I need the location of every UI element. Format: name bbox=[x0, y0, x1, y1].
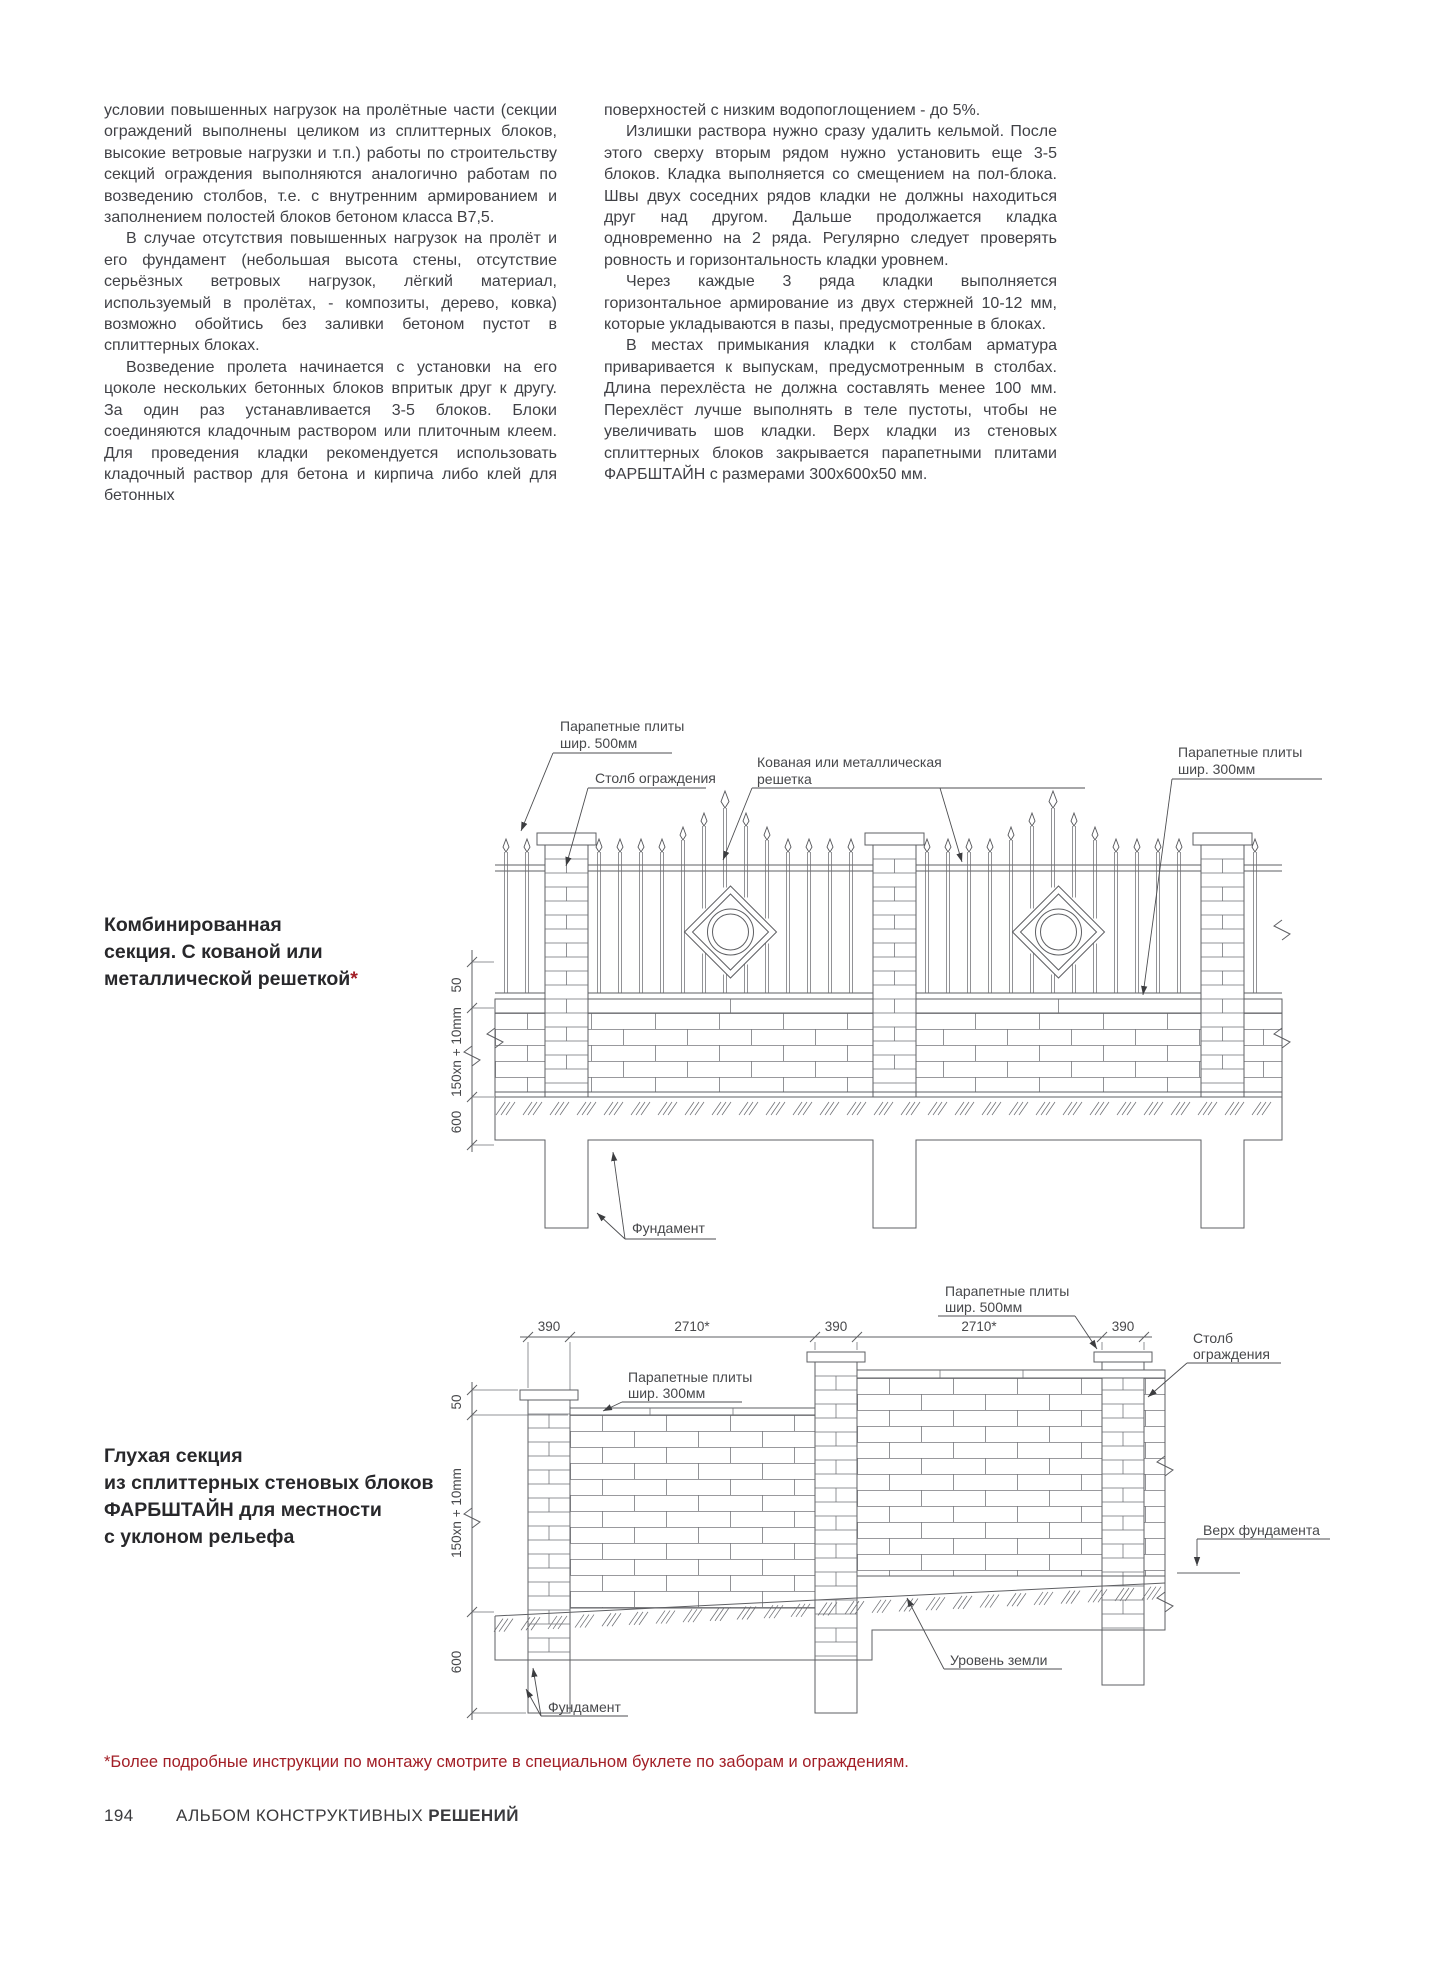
label-metal-grate-2: решетка bbox=[757, 771, 812, 787]
diagram2-title-line4: с уклоном рельефа bbox=[104, 1526, 295, 1548]
footnote-asterisk: * bbox=[350, 968, 358, 990]
label-foundation: Фундамент bbox=[548, 1699, 621, 1715]
paragraph: поверхностей с низким водопоглощением - до 5%. bbox=[604, 102, 981, 119]
parapet-slab bbox=[857, 1370, 1165, 1378]
diagram2-title-line3: ФАРБШТАЙН для местности bbox=[104, 1499, 382, 1521]
label-parapet-300: Парапетные плиты bbox=[628, 1369, 753, 1385]
diagram1-title bbox=[104, 912, 358, 993]
label-foundation-top: Верх фундамента bbox=[1203, 1522, 1320, 1538]
dimension-390: 390 bbox=[824, 1319, 848, 1334]
paragraph: условии повышенных нагрузок на пролётные части (секции ограждений выполнены целиком из сплиттерных блоков, высокие ветровые нагрузки и т.п.) работы по строительству секций ограждения выполняются аналогично работам по возведению столбов, т.е. с внутренним армированием и заполнением полостей блоков бетоном класса В7,5. bbox=[104, 102, 557, 227]
page-number: 194 bbox=[104, 1806, 134, 1825]
post-cap bbox=[1193, 833, 1252, 845]
spear-finial-icon bbox=[596, 839, 602, 852]
label-fence-post: Столб bbox=[1193, 1330, 1234, 1346]
foundation-outline bbox=[495, 1097, 1282, 1228]
footnote: *Более подробные инструкции по монтажу смотрите в специальном буклете по заборам и ограждениям. bbox=[104, 1753, 909, 1771]
dimension-label-600: 600 bbox=[449, 1110, 464, 1134]
post-cap bbox=[865, 833, 924, 845]
brick-wall bbox=[570, 1415, 815, 1608]
diamond-ornament bbox=[685, 886, 777, 978]
paragraph: Излишки раствора нужно сразу удалить кельмой. После этого сверху вторым рядом нужно установить еще 3-5 блоков. Кладка выполняется со смещением на пол-блока. Швы двух соседних рядов кладки не должны находиться друг над другом. Дальше продолжается кладка одновременно на 2 ряда. Регулярно следует проверять ровность и горизонтальность кладки уровнем. bbox=[604, 123, 1057, 269]
spear-finial-icon bbox=[1008, 827, 1014, 840]
leader-line bbox=[1143, 779, 1172, 995]
page-footer bbox=[104, 1806, 519, 1826]
spear-finial-icon bbox=[827, 839, 833, 852]
label-foundation: Фундамент bbox=[632, 1220, 705, 1236]
paragraph: В местах примыкания кладки к столбам арматура приваривается к выпускам, предусмотренным в столбах. Длина перехлёста не должна составлять менее 100 мм. Перехлёст лучше выполнять в теле пустоты, чтобы не увеличивать шов кладки. Верх кладки из стеновых сплиттерных блоков закрывается парапетными плитами ФАРБШТАЙН с размерами 300х600х50 мм. bbox=[604, 337, 1057, 483]
spear-finial-icon bbox=[924, 839, 930, 852]
diagram1-title-line2: секция. С кованой или bbox=[104, 941, 323, 963]
leader-line bbox=[1075, 1316, 1097, 1349]
text-column-right bbox=[604, 100, 1057, 485]
paragraph: Через каждые 3 ряда кладки выполняется горизонтальное армирование из двух стержней 10-12 мм, которые укладываются в пазы, предусмотренные в блоках. bbox=[604, 273, 1057, 334]
break-mark bbox=[1274, 920, 1290, 940]
dimension-label-50: 50 bbox=[449, 977, 464, 993]
label-parapet-300-width: шир. 300мм bbox=[1178, 761, 1256, 777]
spear-finial-icon bbox=[806, 839, 812, 852]
leader-line bbox=[940, 788, 962, 862]
dimension-label-600: 600 bbox=[449, 1650, 464, 1674]
label-ground-level: Уровень земли bbox=[950, 1652, 1048, 1668]
circle-ornament bbox=[708, 909, 754, 955]
paragraph: Возведение пролета начинается с установки на его цоколе нескольких бетонных блоков впритык друг к другу. За один раз устанавливается 3-5 блоков. Блоки соединяются кладочным раствором или плиточным клеем. Для проведения кладки рекомендуется использовать кладочный раствор для бетона и кирпича либо клей для бетонных bbox=[104, 358, 557, 505]
spear-finial-icon bbox=[1134, 839, 1140, 852]
label-fence-post-2: ограждения bbox=[1193, 1346, 1270, 1362]
circle-ornament bbox=[1036, 909, 1082, 955]
diagram1-title-line1: Комбинированная bbox=[104, 914, 282, 936]
label-parapet-300: Парапетные плиты bbox=[1178, 744, 1303, 760]
dimension-390: 390 bbox=[1111, 1319, 1135, 1334]
diagram2-title-line1: Глухая секция bbox=[104, 1445, 243, 1467]
footer-album-title: АЛЬБОМ КОНСТРУКТИВНЫХ bbox=[176, 1806, 429, 1825]
spear-finial-icon bbox=[1092, 827, 1098, 840]
spear-finial-icon bbox=[1176, 839, 1182, 852]
post-cap bbox=[1094, 1352, 1152, 1362]
diamond-ornament bbox=[1013, 886, 1105, 978]
spear-finial-icon bbox=[524, 839, 530, 852]
spear-finial-icon bbox=[1029, 813, 1035, 826]
leader-line bbox=[613, 1152, 625, 1239]
spear-finial-icon bbox=[1252, 839, 1258, 852]
post-cap bbox=[537, 833, 596, 845]
post-cap bbox=[520, 1390, 578, 1400]
diagram1-drawing bbox=[370, 690, 1360, 1250]
dimension-390: 390 bbox=[537, 1319, 561, 1334]
post-cap bbox=[807, 1352, 865, 1362]
label-parapet-500: Парапетные плиты bbox=[945, 1283, 1070, 1299]
spear-finial-icon bbox=[1071, 813, 1077, 826]
dimension-label-rows: 150xn + 10mm bbox=[449, 1007, 464, 1097]
text-column-left bbox=[104, 100, 557, 507]
diagram2-drawing bbox=[370, 1280, 1370, 1730]
spear-finial-icon bbox=[848, 839, 854, 852]
spear-finial-icon bbox=[966, 839, 972, 852]
spear-finial-icon bbox=[503, 839, 509, 852]
leader-line bbox=[597, 1213, 625, 1239]
spear-finial-icon bbox=[617, 839, 623, 852]
spear-finial-icon bbox=[1155, 839, 1161, 852]
spear-finial-icon bbox=[659, 839, 665, 852]
diagram1-title-line3: металлической решеткой bbox=[104, 968, 351, 990]
spear-finial-icon bbox=[638, 839, 644, 852]
spear-finial-icon bbox=[680, 827, 686, 840]
dimension-2710: 2710* bbox=[674, 1319, 710, 1334]
spear-finial-icon bbox=[764, 827, 770, 840]
dimension-2710: 2710* bbox=[961, 1319, 997, 1334]
spear-finial-icon bbox=[1113, 839, 1119, 852]
paragraph: В случае отсутствия повышенных нагрузок на пролёт и его фундамент (небольшая высота стены, отсутствие серьёзных ветровых нагрузок, лёгкий материал, используемый в пролётах, - композиты, дерево, ковка) возможно обойтись без заливки бетоном пустот в сплиттерных блоках. bbox=[104, 230, 557, 355]
spear-finial-icon bbox=[987, 839, 993, 852]
spear-finial-icon bbox=[743, 813, 749, 826]
spear-finial-icon bbox=[785, 839, 791, 852]
label-parapet-300-width: шир. 300мм bbox=[628, 1385, 706, 1401]
spear-finial-icon bbox=[721, 791, 729, 808]
label-parapet-500: Парапетные плиты bbox=[560, 718, 685, 734]
dimension-label-50: 50 bbox=[449, 1394, 464, 1410]
dimension-label-rows: 150xn + 10mm bbox=[449, 1468, 464, 1558]
spear-finial-icon bbox=[945, 839, 951, 852]
label-parapet-500-width: шир. 500мм bbox=[945, 1299, 1023, 1315]
spear-finial-icon bbox=[701, 813, 707, 826]
diagram2-title-line2: из сплиттерных стеновых блоков bbox=[104, 1472, 434, 1494]
parapet-band bbox=[495, 999, 545, 1013]
label-metal-grate: Кованая или металлическая bbox=[757, 754, 942, 770]
label-fence-post: Столб ограждения bbox=[595, 770, 716, 786]
footer-album-title-bold: РЕШЕНИЙ bbox=[428, 1806, 519, 1825]
spear-finial-icon bbox=[1049, 791, 1057, 808]
label-parapet-500-width: шир. 500мм bbox=[560, 735, 638, 751]
leader-line bbox=[907, 1598, 944, 1669]
leader-line bbox=[521, 753, 553, 831]
parapet-band bbox=[1244, 999, 1282, 1013]
